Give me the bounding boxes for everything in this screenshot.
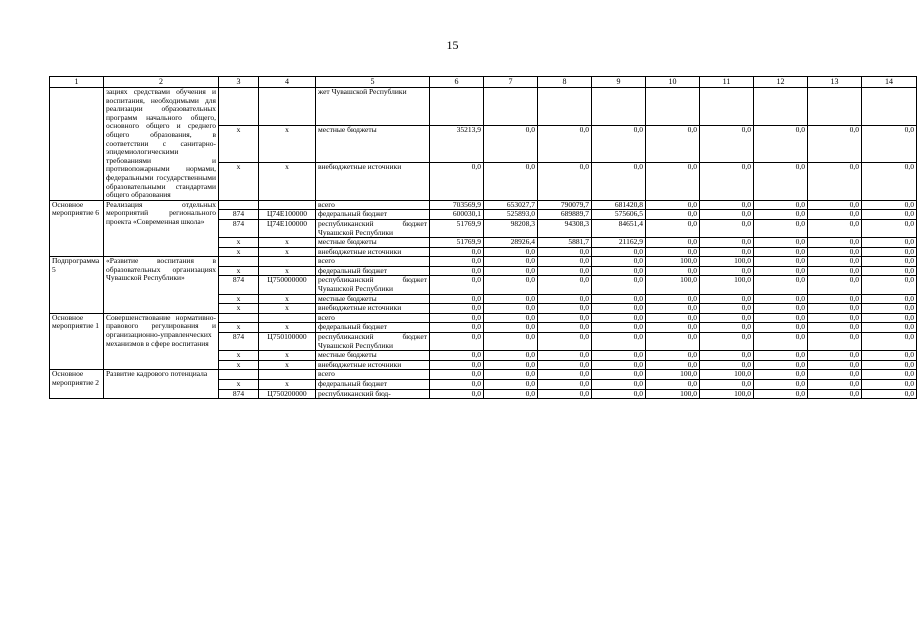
value-cell: 0,0: [592, 276, 646, 294]
value-cell: 0,0: [862, 351, 917, 361]
value-cell: 0,0: [862, 323, 917, 333]
value-cell: 0,0: [862, 360, 917, 370]
grbs-cell: [219, 88, 259, 126]
value-cell: 0,0: [808, 351, 862, 361]
grbs-cell: х: [219, 351, 259, 361]
value-cell: 0,0: [484, 266, 538, 276]
value-cell: 0,0: [430, 333, 484, 351]
value-cell: 0,0: [430, 313, 484, 323]
value-cell: 0,0: [808, 313, 862, 323]
value-cell: 0,0: [808, 219, 862, 237]
value-cell: 0,0: [430, 304, 484, 314]
value-cell: 0,0: [430, 360, 484, 370]
value-cell: 0,0: [646, 313, 700, 323]
value-cell: 0,0: [862, 276, 917, 294]
table-row: [50, 370, 917, 380]
value-cell: 0,0: [808, 238, 862, 248]
value-cell: 0,0: [430, 294, 484, 304]
table-row: [50, 200, 917, 210]
description-cell: «Развитие воспитания в образовательных организациях Чувашской Республики»: [104, 257, 219, 314]
value-cell: 0,0: [646, 351, 700, 361]
code-cell: [259, 88, 316, 126]
value-cell: 0,0: [754, 247, 808, 257]
value-cell: 0,0: [754, 276, 808, 294]
value-cell: 0,0: [592, 389, 646, 399]
value-cell: 0,0: [754, 163, 808, 201]
value-cell: 51769,9: [430, 219, 484, 237]
value-cell: 0,0: [646, 219, 700, 237]
value-cell: 0,0: [484, 294, 538, 304]
source-cell: внебюджетные источники: [316, 247, 430, 257]
grbs-cell: х: [219, 294, 259, 304]
program-cell: [50, 88, 104, 201]
value-cell: 0,0: [646, 125, 700, 163]
value-cell: 0,0: [862, 238, 917, 248]
source-cell: внебюджетные источники: [316, 163, 430, 201]
value-cell: 0,0: [754, 257, 808, 267]
value-cell: 0,0: [808, 210, 862, 220]
value-cell: 0,0: [538, 163, 592, 201]
code-cell: х: [259, 125, 316, 163]
code-cell: Ц750200000: [259, 389, 316, 399]
code-cell: х: [259, 238, 316, 248]
value-cell: 0,0: [484, 304, 538, 314]
value-cell: 0,0: [700, 351, 754, 361]
value-cell: 0,0: [484, 276, 538, 294]
source-cell: республиканский бюд-: [316, 389, 430, 399]
value-cell: 0,0: [808, 389, 862, 399]
value-cell: 0,0: [646, 163, 700, 201]
code-cell: х: [259, 360, 316, 370]
column-header: 14: [862, 77, 917, 88]
value-cell: 35213,9: [430, 125, 484, 163]
value-cell: 0,0: [592, 333, 646, 351]
value-cell: 0,0: [700, 333, 754, 351]
source-cell: местные бюджеты: [316, 294, 430, 304]
value-cell: 0,0: [538, 257, 592, 267]
grbs-cell: 874: [219, 210, 259, 220]
grbs-cell: 874: [219, 389, 259, 399]
source-cell: местные бюджеты: [316, 238, 430, 248]
value-cell: 100,0: [700, 257, 754, 267]
value-cell: 0,0: [592, 304, 646, 314]
column-header: 13: [808, 77, 862, 88]
value-cell: 0,0: [862, 389, 917, 399]
grbs-cell: х: [219, 247, 259, 257]
column-header: 3: [219, 77, 259, 88]
column-header: 11: [700, 77, 754, 88]
value-cell: 100,0: [646, 370, 700, 380]
value-cell: 0,0: [754, 323, 808, 333]
value-cell: 0,0: [808, 125, 862, 163]
grbs-cell: х: [219, 163, 259, 201]
value-cell: 100,0: [700, 389, 754, 399]
value-cell: 51769,9: [430, 238, 484, 248]
value-cell: 0,0: [862, 219, 917, 237]
value-cell: 0,0: [862, 294, 917, 304]
table-row: [50, 257, 917, 267]
value-cell: 0,0: [484, 163, 538, 201]
value-cell: 0,0: [484, 351, 538, 361]
value-cell: 0,0: [808, 247, 862, 257]
value-cell: 0,0: [592, 125, 646, 163]
value-cell: 0,0: [754, 219, 808, 237]
code-cell: [259, 257, 316, 267]
value-cell: 98208,3: [484, 219, 538, 237]
table-header: [50, 77, 917, 88]
value-cell: 0,0: [700, 294, 754, 304]
value-cell: 0,0: [538, 351, 592, 361]
column-header: 1: [50, 77, 104, 88]
code-cell: х: [259, 247, 316, 257]
value-cell: 5881,7: [538, 238, 592, 248]
budget-table: [49, 76, 917, 399]
value-cell: 0,0: [430, 389, 484, 399]
value-cell: 0,0: [646, 247, 700, 257]
value-cell: 0,0: [754, 351, 808, 361]
value-cell: 0,0: [538, 266, 592, 276]
value-cell: 84651,4: [592, 219, 646, 237]
value-cell: 0,0: [862, 313, 917, 323]
value-cell: 0,0: [808, 294, 862, 304]
value-cell: 0,0: [646, 380, 700, 390]
value-cell: 0,0: [646, 360, 700, 370]
value-cell: 0,0: [700, 266, 754, 276]
value-cell: 0,0: [592, 257, 646, 267]
value-cell: 0,0: [808, 370, 862, 380]
value-cell: 100,0: [700, 276, 754, 294]
source-cell: внебюджетные источники: [316, 304, 430, 314]
value-cell: 0,0: [538, 360, 592, 370]
description-cell: зациях средствами обучения и воспитания, необходимыми для реализации образовательных программ начального общего, основного общего и среднего общего образования, в соответствии с санитарно-эпидемиологическими требованиями и противопожарными нормами, федеральными государственными образовательными стандартами общего образования: [104, 88, 219, 201]
value-cell: 0,0: [808, 360, 862, 370]
value-cell: 100,0: [700, 370, 754, 380]
table-row: [50, 313, 917, 323]
source-cell: федеральный бюджет: [316, 210, 430, 220]
program-cell: Основное мероприятие 1: [50, 313, 104, 370]
grbs-cell: х: [219, 238, 259, 248]
value-cell: 0,0: [646, 323, 700, 333]
code-cell: х: [259, 323, 316, 333]
code-cell: Ц750100000: [259, 333, 316, 351]
code-cell: Ц74Е100000: [259, 210, 316, 220]
value-cell: 0,0: [808, 276, 862, 294]
code-cell: х: [259, 351, 316, 361]
value-cell: 0,0: [808, 333, 862, 351]
value-cell: 0,0: [700, 219, 754, 237]
value-cell: 0,0: [862, 125, 917, 163]
value-cell: 0,0: [538, 247, 592, 257]
value-cell: 0,0: [754, 200, 808, 210]
value-cell: 0,0: [592, 266, 646, 276]
code-cell: Ц750000000: [259, 276, 316, 294]
source-cell: республиканский бюджет Чувашской Республики: [316, 276, 430, 294]
description-cell: Совершенствование нормативно-правового регулирования и организационно-управленческих механизмов в сфере воспитания: [104, 313, 219, 370]
value-cell: 0,0: [538, 294, 592, 304]
value-cell: 0,0: [754, 294, 808, 304]
value-cell: 0,0: [538, 304, 592, 314]
value-cell: 0,0: [754, 370, 808, 380]
column-header: 4: [259, 77, 316, 88]
value-cell: 790079,7: [538, 200, 592, 210]
column-header: 7: [484, 77, 538, 88]
source-cell: всего: [316, 370, 430, 380]
grbs-cell: х: [219, 266, 259, 276]
value-cell: [700, 88, 754, 126]
value-cell: 0,0: [700, 304, 754, 314]
value-cell: 0,0: [646, 238, 700, 248]
value-cell: 100,0: [646, 389, 700, 399]
value-cell: [538, 88, 592, 126]
value-cell: 0,0: [700, 323, 754, 333]
value-cell: 0,0: [646, 333, 700, 351]
value-cell: 0,0: [862, 380, 917, 390]
code-cell: Ц74Е100000: [259, 219, 316, 237]
value-cell: 575606,5: [592, 210, 646, 220]
value-cell: 689889,7: [538, 210, 592, 220]
value-cell: 100,0: [646, 257, 700, 267]
grbs-cell: [219, 257, 259, 267]
value-cell: 0,0: [862, 266, 917, 276]
value-cell: 0,0: [430, 163, 484, 201]
value-cell: 0,0: [484, 370, 538, 380]
value-cell: 0,0: [754, 389, 808, 399]
value-cell: 0,0: [754, 313, 808, 323]
program-cell: Основное мероприятие 6: [50, 200, 104, 257]
source-cell: республиканский бюджет Чувашской Республики: [316, 219, 430, 237]
value-cell: 0,0: [484, 389, 538, 399]
value-cell: 0,0: [484, 313, 538, 323]
value-cell: 0,0: [808, 200, 862, 210]
code-cell: х: [259, 294, 316, 304]
value-cell: 0,0: [430, 351, 484, 361]
value-cell: 0,0: [862, 304, 917, 314]
value-cell: 100,0: [646, 276, 700, 294]
value-cell: 0,0: [862, 370, 917, 380]
value-cell: 0,0: [700, 247, 754, 257]
value-cell: 0,0: [646, 210, 700, 220]
column-header: 10: [646, 77, 700, 88]
value-cell: 681420,8: [592, 200, 646, 210]
value-cell: 0,0: [754, 238, 808, 248]
value-cell: 0,0: [754, 360, 808, 370]
column-header: 5: [316, 77, 430, 88]
value-cell: 0,0: [700, 163, 754, 201]
value-cell: 0,0: [700, 125, 754, 163]
value-cell: 21162,9: [592, 238, 646, 248]
value-cell: [430, 88, 484, 126]
value-cell: 0,0: [484, 380, 538, 390]
value-cell: 0,0: [754, 333, 808, 351]
source-cell: республиканский бюджет Чувашской Республики: [316, 333, 430, 351]
value-cell: 0,0: [484, 257, 538, 267]
header-row: [50, 77, 917, 88]
code-cell: х: [259, 304, 316, 314]
source-cell: федеральный бюджет: [316, 323, 430, 333]
value-cell: 0,0: [430, 257, 484, 267]
value-cell: 0,0: [754, 266, 808, 276]
value-cell: 0,0: [538, 276, 592, 294]
value-cell: 0,0: [646, 294, 700, 304]
source-cell: жет Чувашской Республики: [316, 88, 430, 126]
value-cell: 0,0: [430, 276, 484, 294]
value-cell: [754, 88, 808, 126]
value-cell: 0,0: [754, 210, 808, 220]
code-cell: х: [259, 266, 316, 276]
value-cell: 0,0: [808, 323, 862, 333]
value-cell: 0,0: [808, 163, 862, 201]
value-cell: 0,0: [592, 360, 646, 370]
value-cell: 0,0: [700, 360, 754, 370]
value-cell: 0,0: [862, 200, 917, 210]
value-cell: 0,0: [862, 257, 917, 267]
table-body: [50, 88, 917, 399]
value-cell: 28926,4: [484, 238, 538, 248]
value-cell: 0,0: [862, 210, 917, 220]
value-cell: 0,0: [808, 266, 862, 276]
value-cell: [484, 88, 538, 126]
source-cell: федеральный бюджет: [316, 380, 430, 390]
value-cell: 0,0: [592, 370, 646, 380]
value-cell: 0,0: [646, 266, 700, 276]
grbs-cell: х: [219, 125, 259, 163]
value-cell: 0,0: [862, 333, 917, 351]
value-cell: 0,0: [808, 257, 862, 267]
value-cell: 0,0: [646, 200, 700, 210]
value-cell: 0,0: [700, 238, 754, 248]
value-cell: 0,0: [700, 380, 754, 390]
value-cell: [646, 88, 700, 126]
grbs-cell: х: [219, 323, 259, 333]
value-cell: 0,0: [646, 304, 700, 314]
source-cell: всего: [316, 257, 430, 267]
value-cell: 0,0: [430, 370, 484, 380]
value-cell: 0,0: [430, 380, 484, 390]
source-cell: всего: [316, 313, 430, 323]
table-row: [50, 88, 917, 126]
value-cell: 0,0: [538, 313, 592, 323]
value-cell: 0,0: [538, 370, 592, 380]
grbs-cell: 874: [219, 276, 259, 294]
value-cell: 0,0: [538, 380, 592, 390]
value-cell: 0,0: [700, 313, 754, 323]
value-cell: 0,0: [538, 333, 592, 351]
value-cell: 600030,1: [430, 210, 484, 220]
value-cell: 0,0: [592, 351, 646, 361]
value-cell: 0,0: [862, 163, 917, 201]
description-cell: Реализация отдельных мероприятий регионального проекта «Современная школа»: [104, 200, 219, 257]
column-header: 8: [538, 77, 592, 88]
value-cell: 703569,9: [430, 200, 484, 210]
value-cell: 0,0: [538, 389, 592, 399]
value-cell: 0,0: [808, 304, 862, 314]
value-cell: 0,0: [430, 247, 484, 257]
value-cell: 0,0: [484, 125, 538, 163]
value-cell: 0,0: [592, 247, 646, 257]
program-cell: Основное мероприятие 2: [50, 370, 104, 399]
value-cell: 0,0: [430, 266, 484, 276]
value-cell: 0,0: [484, 247, 538, 257]
value-cell: 0,0: [592, 294, 646, 304]
value-cell: 94308,3: [538, 219, 592, 237]
column-header: 6: [430, 77, 484, 88]
value-cell: 0,0: [700, 200, 754, 210]
grbs-cell: х: [219, 380, 259, 390]
value-cell: 0,0: [592, 323, 646, 333]
value-cell: 0,0: [592, 380, 646, 390]
column-header: 2: [104, 77, 219, 88]
grbs-cell: х: [219, 360, 259, 370]
value-cell: 0,0: [754, 125, 808, 163]
value-cell: 653027,7: [484, 200, 538, 210]
value-cell: 0,0: [592, 313, 646, 323]
value-cell: 0,0: [808, 380, 862, 390]
value-cell: 0,0: [754, 304, 808, 314]
source-cell: всего: [316, 200, 430, 210]
column-header: 9: [592, 77, 646, 88]
value-cell: 0,0: [700, 210, 754, 220]
grbs-cell: 874: [219, 219, 259, 237]
grbs-cell: х: [219, 304, 259, 314]
value-cell: 0,0: [484, 323, 538, 333]
source-cell: местные бюджеты: [316, 125, 430, 163]
value-cell: 0,0: [484, 360, 538, 370]
value-cell: 0,0: [538, 323, 592, 333]
value-cell: 0,0: [592, 163, 646, 201]
value-cell: 0,0: [484, 333, 538, 351]
program-cell: Подпрограмма 5: [50, 257, 104, 314]
source-cell: внебюджетные источники: [316, 360, 430, 370]
source-cell: федеральный бюджет: [316, 266, 430, 276]
value-cell: [862, 88, 917, 126]
value-cell: 0,0: [862, 247, 917, 257]
column-header: 12: [754, 77, 808, 88]
value-cell: [592, 88, 646, 126]
code-cell: х: [259, 163, 316, 201]
value-cell: 0,0: [754, 380, 808, 390]
value-cell: 0,0: [538, 125, 592, 163]
description-cell: Развитие кадрового потенциала: [104, 370, 219, 399]
code-cell: х: [259, 380, 316, 390]
page-number: 15: [446, 38, 459, 52]
value-cell: [808, 88, 862, 126]
source-cell: местные бюджеты: [316, 351, 430, 361]
grbs-cell: 874: [219, 333, 259, 351]
value-cell: 0,0: [430, 323, 484, 333]
value-cell: 525893,0: [484, 210, 538, 220]
